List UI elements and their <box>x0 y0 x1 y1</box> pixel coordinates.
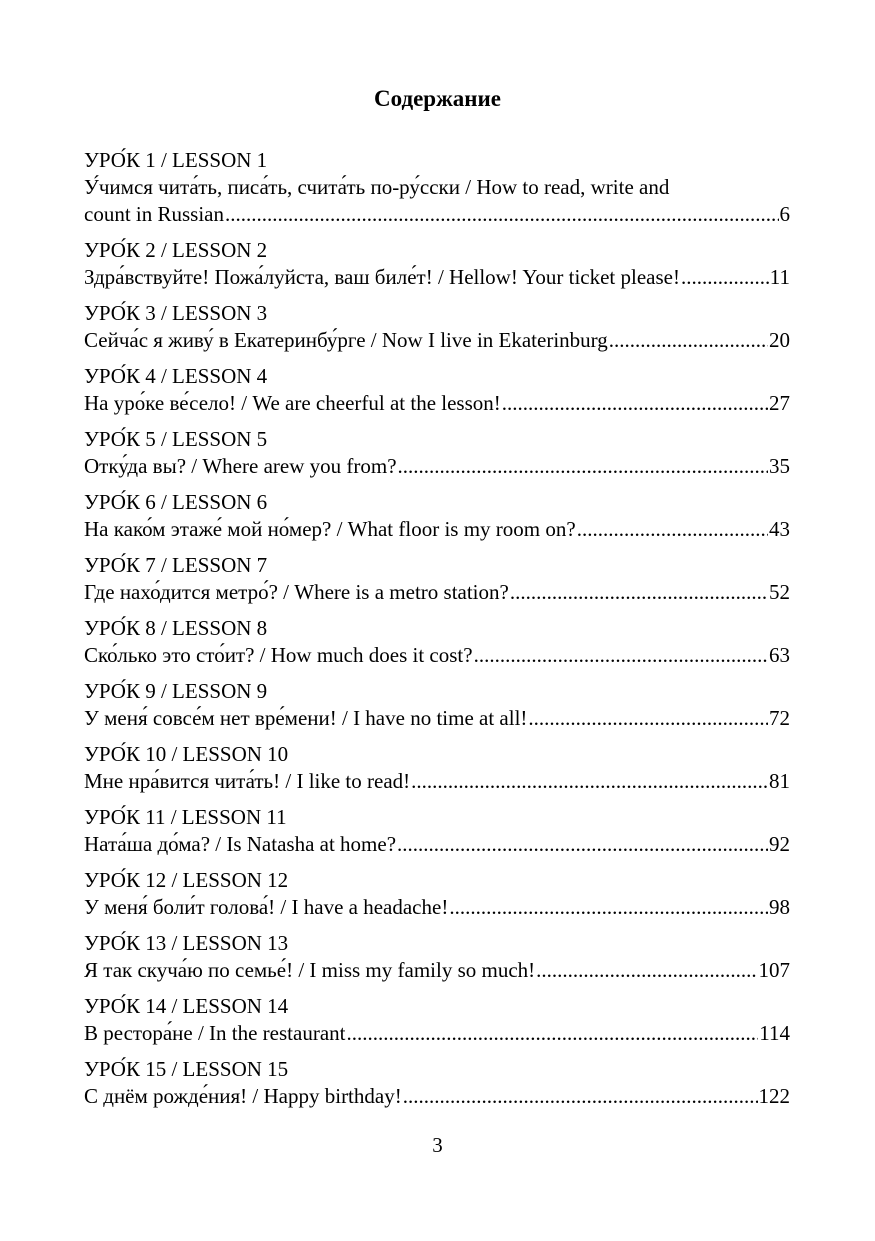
table-of-contents <box>84 147 790 1119</box>
page-ref: 81 <box>769 769 790 793</box>
lesson-heading: УРО́К 10 / LESSON 10 <box>84 742 289 766</box>
lesson-title-line <box>84 768 790 795</box>
lesson-title: С днём рожде́ния! / Happy birthday! <box>84 1084 402 1108</box>
toc-entry-8[interactable] <box>84 615 790 669</box>
page-number: 3 <box>432 1133 443 1157</box>
lesson-title-line <box>84 453 790 480</box>
toc-entry-5[interactable] <box>84 426 790 480</box>
leader-dots <box>397 831 768 858</box>
leader-dots <box>510 579 768 606</box>
toc-entry-2[interactable] <box>84 237 790 291</box>
leader-dots <box>449 894 768 921</box>
page-ref: 114 <box>759 1021 790 1045</box>
leader-dots <box>609 327 768 354</box>
toc-entry-6[interactable] <box>84 489 790 543</box>
lesson-title-line <box>84 957 790 984</box>
lesson-title: В рестора́не / In the restaurant <box>84 1021 346 1045</box>
leader-dots <box>403 1083 758 1110</box>
lesson-title-line <box>84 894 790 921</box>
page-title: Содержание <box>374 86 501 111</box>
lesson-heading: УРО́К 8 / LESSON 8 <box>84 616 268 640</box>
lesson-title-first-line: У́чимся чита́ть, писа́ть, счита́ть по-ру́сски / How to read, write and <box>84 175 670 199</box>
toc-entry-11[interactable] <box>84 804 790 858</box>
leader-dots <box>528 705 768 732</box>
toc-entry-12[interactable] <box>84 867 790 921</box>
page-ref: 107 <box>758 958 790 982</box>
toc-entry-9[interactable] <box>84 678 790 732</box>
lesson-title-line <box>84 1020 790 1047</box>
page-ref: 43 <box>769 517 790 541</box>
toc-entry-3[interactable] <box>84 300 790 354</box>
toc-entry-14[interactable] <box>84 993 790 1047</box>
lesson-heading: УРО́К 11 / LESSON 11 <box>84 805 287 829</box>
leader-dots <box>225 201 779 228</box>
lesson-title-line <box>84 1083 790 1110</box>
lesson-title: count in Russian <box>84 202 224 226</box>
toc-entry-13[interactable] <box>84 930 790 984</box>
lesson-title-line <box>84 705 790 732</box>
lesson-heading: УРО́К 9 / LESSON 9 <box>84 679 268 703</box>
lesson-title: Я так скуча́ю по семье́! / I miss my family so much! <box>84 958 536 982</box>
lesson-heading: УРО́К 4 / LESSON 4 <box>84 364 268 388</box>
lesson-heading: УРО́К 6 / LESSON 6 <box>84 490 268 514</box>
page-ref: 92 <box>769 832 790 856</box>
lesson-title-line <box>84 327 790 354</box>
lesson-heading: УРО́К 13 / LESSON 13 <box>84 931 289 955</box>
leader-dots <box>474 642 768 669</box>
lesson-title: На уро́ке ве́село! / We are cheerful at the lesson! <box>84 391 501 415</box>
leader-dots <box>681 264 769 291</box>
lesson-heading: УРО́К 12 / LESSON 12 <box>84 868 289 892</box>
lesson-title: Ната́ша до́ма? / Is Natasha at home? <box>84 832 397 856</box>
page-ref: 20 <box>769 328 790 352</box>
lesson-title: На како́м этаже́ мой но́мер? / What floor is my room on? <box>84 517 576 541</box>
leader-dots <box>577 516 768 543</box>
page-ref: 52 <box>769 580 790 604</box>
leader-dots <box>411 768 768 795</box>
lesson-title-line <box>84 642 790 669</box>
lesson-title: Ско́лько это сто́ит? / How much does it cost? <box>84 643 473 667</box>
lesson-title-line <box>84 390 790 417</box>
lesson-title: У меня́ совсе́м нет вре́мени! / I have no time at all! <box>84 706 528 730</box>
lesson-title-line <box>84 831 790 858</box>
page-ref: 27 <box>769 391 790 415</box>
lesson-heading: УРО́К 2 / LESSON 2 <box>84 238 268 262</box>
lesson-heading: УРО́К 5 / LESSON 5 <box>84 427 268 451</box>
lesson-title-line <box>84 201 790 228</box>
leader-dots <box>346 1020 758 1047</box>
lesson-title-line <box>84 264 790 291</box>
lesson-heading: УРО́К 15 / LESSON 15 <box>84 1057 289 1081</box>
lesson-title: У меня́ боли́т голова́! / I have a headache! <box>84 895 449 919</box>
toc-entry-4[interactable] <box>84 363 790 417</box>
page-ref: 122 <box>758 1084 790 1108</box>
toc-entry-15[interactable] <box>84 1056 790 1110</box>
leader-dots <box>536 957 757 984</box>
page-ref: 63 <box>769 643 790 667</box>
page-ref: 6 <box>779 202 790 226</box>
leader-dots <box>398 453 768 480</box>
lesson-title: Сейча́с я живу́ в Екатеринбу́рге / Now I live in Ekaterinburg <box>84 328 608 352</box>
lesson-heading: УРО́К 1 / LESSON 1 <box>84 148 268 172</box>
lesson-heading: УРО́К 3 / LESSON 3 <box>84 301 268 325</box>
page-ref: 98 <box>769 895 790 919</box>
lesson-title: Мне нра́вится чита́ть! / I like to read! <box>84 769 411 793</box>
lesson-heading: УРО́К 7 / LESSON 7 <box>84 553 268 577</box>
lesson-title-line <box>84 516 790 543</box>
toc-entry-7[interactable] <box>84 552 790 606</box>
page-ref: 35 <box>769 454 790 478</box>
page-ref: 72 <box>769 706 790 730</box>
lesson-title: Где нахо́дится метро́? / Where is a metro station? <box>84 580 509 604</box>
lesson-title: Отку́да вы? / Where arew you from? <box>84 454 397 478</box>
toc-entry-1[interactable] <box>84 147 790 228</box>
lesson-title-line <box>84 579 790 606</box>
lesson-title: Здра́вствуйте! Пожа́луйста, ваш биле́т! / Hellow! Your ticket please! <box>84 265 680 289</box>
page-ref: 11 <box>769 265 790 289</box>
toc-entry-10[interactable] <box>84 741 790 795</box>
leader-dots <box>502 390 768 417</box>
lesson-heading: УРО́К 14 / LESSON 14 <box>84 994 289 1018</box>
